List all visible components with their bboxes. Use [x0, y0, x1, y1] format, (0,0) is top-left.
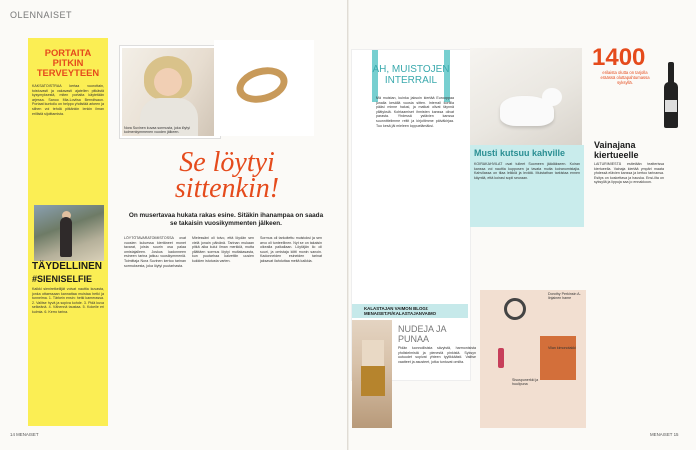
sidebar-body: KAKSATOISTRAA kertaa vuorottain, toistuvasti ja vakavasti ajatellen pitkästä kysymyksestä, miten portaita käytetään arjessa. Sanoo Mia-Loviisa Berndtsaun. Portaat kuntoilu on helppo yhdistää arkeen ja siihen voi tehdä pitkänkin lenkin ilman erillistä sijoittamista. — [32, 84, 104, 116]
sidebar-title: PORTAITA PITKIN TERVEYTEEN — [36, 47, 100, 78]
selfie-hashtag: #SIENISELFIE — [32, 274, 93, 284]
products-photo — [480, 290, 586, 428]
vaina-heading: Vainajana kiertueelle — [594, 140, 639, 160]
selfie-photo — [34, 205, 104, 261]
archive-body: Mä muistan, kuinka jaksoin kiertää Eurooppaa junalla kesällä vuosia sitten. Interrail kortilla pääsi minne halusi, ja matkat olivat täynnä yllätyksiä. Kohtaamiset ihmisten kanssa olivat parasta. Yhdessä ystävien kanssa suunnittelimme reitit ja kirjoitimme päiväkirjaa. Tuo kesä jäi mieleen loppuelämäksi. — [376, 96, 454, 128]
product-caption-2: Sisuspunerkki ja huulipuna — [512, 378, 539, 387]
portrait-caption: Nora Suvinen kuvaa sormusta, joka löytyi kolmenkymmenen vuoden jälkeen. — [124, 126, 190, 134]
page-gutter — [347, 0, 349, 450]
body-column-2: Mielessäni oli toivo, että löydän sen vielä jonain päivänä. Tarinan mukaan pitkä aika kului ilman merkkiä, mutta yllättäen sormus löytyi multakasasta, kun puutarhaa kaivettiin uusien kukkien istutusta varten. — [192, 236, 254, 263]
body-column-1: LÖYTÖTAVARATOIMISTOSSA ovat vuosien kuluessa kiertäneet monet tavarat, joista suurin osa palaa omistajalleen. Joskus kadonneen esineen tarina jatkuu vuosikymmeniä. Toimittaja Nora Suvinen kertoo tarinan sormuksesta, joka löytyi puutarhasta. — [124, 236, 186, 268]
archive-heading: AH, MUISTOJEN INTERRAIL — [372, 64, 450, 86]
body-column-3: Sormus oli tarkoitettu muistoksi ja sen arvo oli tunteellinen. Nyt se on takaisin oikealla paikallaan. Löytäjän ilo oli suuri, ja omistaja kiitti monin sanoin. Kadonneiden esineiden tarinat jaksavat ilahduttaa meitä kaikkia. — [260, 236, 322, 263]
product-caption-3: Vilan kimonotakki — [548, 346, 576, 350]
fashion-body: Pidän luonnollisista sävyistä, harmonisista yhdistelmistä ja pienestä pinkistä. Syksyn uutuudet sopivat yhteen tyylikkäästi. Valitse vaatteet ja asusteet, jotka tuntuvat omilta. — [398, 346, 476, 364]
ring-icon — [232, 62, 291, 108]
ring-photo — [214, 40, 314, 136]
musti-heading: Musti kutsuu kahville — [474, 148, 566, 158]
section-label: OLENNAISET — [10, 10, 73, 20]
headline: Se löytyi sittenkin! — [174, 147, 280, 204]
portrait-photo — [120, 46, 220, 138]
beer-bottle-icon — [664, 62, 678, 128]
dog-photo — [470, 48, 582, 146]
vaina-body: LAITURIMIESTÄ esitetään teatterissa kiertueella. Vainaja kiertää ympäri maata yhdessä elävien kanssa ja kertoo tarinansa. Esitys on koskettava ja hauska. Ensi-ilta on syksyllä ja lippuja saa jo ennakkoon. — [594, 162, 664, 185]
footer-left: 14 MENAISET — [10, 432, 39, 437]
deck: On musertavaa hukata rakas esine. Sitäkin ihanampaa on saada se takaisin vuosikymmenten jälkeen. — [128, 212, 324, 227]
footer-right: MENAISET 15 — [650, 432, 679, 437]
fashion-photo — [352, 320, 392, 428]
selfie-title: TÄYDELLINEN — [32, 261, 102, 272]
musti-body: KOIRAKAHVILAT ovat tulleet Suomeen jäädäkseen. Koiran kanssa voi nauttia kupposen ja tavata muita koiranomistajia. Kahvilassa on tilaa leikkiä ja levätä. Muistathan tarkistaa ennen käyntiä, että koirasi sopii seuraan. — [474, 162, 580, 180]
product-caption-1: Dorothy Perkinsin A-linjainen hame — [548, 292, 581, 301]
fashion-heading: NUDEJA JA PUNAA — [398, 324, 447, 344]
blog-banner: KALASTAJAN VAIMON BLOGI: MENAISET.FI/KALASTAJANVAIMO — [352, 304, 468, 318]
stat-text: erilaista olutta on tarjolla eräässä oluttapahtumassa syksyllä. — [600, 70, 650, 85]
stat-number: 1400 — [592, 44, 646, 71]
selfie-body: Kaikki sieniretkeilijät voivat nauttia kuvasta, jonka ottaessaan kannattaa muistaa hetki ja tunnelma. 1. Tärkein ensin: hetki kamerassa. 2. Valitse hyvä ja sopiva kohde. 3. Pidä kuva selkeänä. 4. Vähennä taustaa. 5. Kokeile eri kulmia. 6. Kerro tarina. — [32, 287, 104, 314]
